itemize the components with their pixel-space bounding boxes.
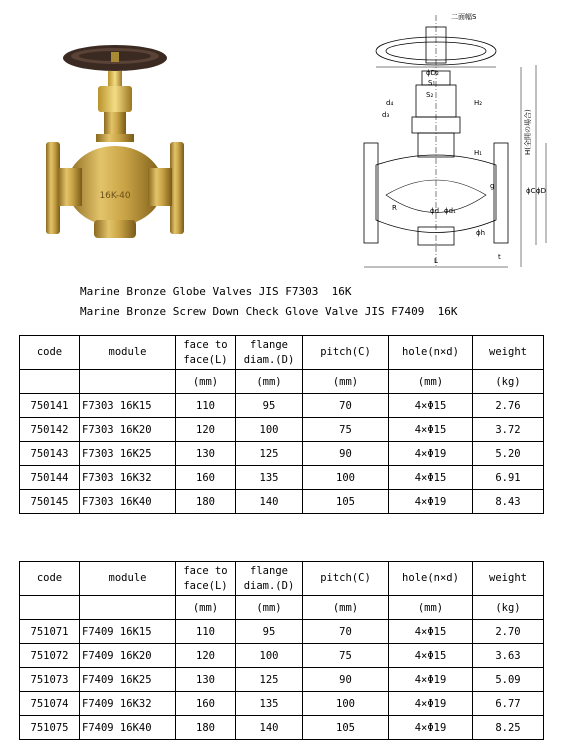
label-dd: ϕd [430,207,440,215]
label-s1: S₁ [428,79,436,87]
label-d2: ϕD₂ [426,69,439,77]
label-t: t [498,253,501,261]
cell-face: 160 [176,466,236,490]
cell-face: 110 [176,620,236,644]
cell-module: F7303 16K32 [80,466,176,490]
unit-flange: (mm) [236,370,303,394]
cell-weight: 8.43 [473,490,544,514]
cell-flange: 100 [236,418,303,442]
label-l: L [434,257,438,265]
col-module: module [80,336,176,370]
cell-weight: 3.63 [473,644,544,668]
col-face: face to face(L) [176,562,236,596]
cell-module: F7303 16K25 [80,442,176,466]
label-h-full: H(全開の場合) [524,109,532,155]
cell-hole: 4×Φ15 [389,466,473,490]
cell-face: 160 [176,692,236,716]
cell-flange: 125 [236,442,303,466]
cell-pitch: 70 [303,620,389,644]
cell-weight: 5.20 [473,442,544,466]
cell-weight: 2.70 [473,620,544,644]
cell-module: F7409 16K40 [80,716,176,740]
cell-flange: 125 [236,668,303,692]
cell-code: 750141 [20,394,80,418]
cell-hole: 4×Φ19 [389,716,473,740]
unit-weight: (kg) [473,596,544,620]
cell-pitch: 105 [303,716,389,740]
cell-pitch: 90 [303,442,389,466]
cell-face: 180 [176,716,236,740]
valve-drawing [356,5,556,273]
unit-flange: (mm) [236,596,303,620]
cell-module: F7409 16K15 [80,620,176,644]
col-hole: hole(n×d) [389,562,473,596]
label-d4: d₄ [386,99,394,107]
cell-pitch: 100 [303,466,389,490]
table-row [20,644,544,668]
cell-weight: 5.09 [473,668,544,692]
unit-hole: (mm) [389,596,473,620]
label-h2: H₂ [474,99,483,107]
cell-flange: 135 [236,466,303,490]
cell-hole: 4×Φ19 [389,490,473,514]
unit-pitch: (mm) [303,596,389,620]
cell-module: F7409 16K25 [80,668,176,692]
cell-flange: 140 [236,490,303,514]
cell-weight: 8.25 [473,716,544,740]
table-row [20,394,544,418]
cell-flange: 135 [236,692,303,716]
col-flange: flange diam.(D) [236,336,303,370]
cell-weight: 2.76 [473,394,544,418]
spec-table-globe [19,335,544,514]
label-g: g [490,182,495,190]
cell-pitch: 70 [303,394,389,418]
col-weight: weight [473,562,544,596]
table-row [20,466,544,490]
label-h1: H₁ [474,149,483,157]
cell-flange: 95 [236,394,303,418]
cell-pitch: 105 [303,490,389,514]
cell-hole: 4×Φ19 [389,692,473,716]
unit-face: (mm) [176,596,236,620]
table-row [20,668,544,692]
cell-weight: 6.77 [473,692,544,716]
table-row [20,620,544,644]
cell-code: 751072 [20,644,80,668]
label-h: ϕh [476,229,486,237]
cell-hole: 4×Φ15 [389,394,473,418]
cell-face: 130 [176,668,236,692]
table-row [20,716,544,740]
cell-flange: 95 [236,620,303,644]
cell-face: 120 [176,644,236,668]
label-r: R [392,204,397,212]
col-pitch: pitch(C) [303,336,389,370]
cell-module: F7409 16K32 [80,692,176,716]
cell-weight: 3.72 [473,418,544,442]
cell-hole: 4×Φ19 [389,668,473,692]
cell-code: 751075 [20,716,80,740]
title-globe: Marine Bronze Globe Valves JIS F7303 16K [80,285,352,298]
cell-flange: 100 [236,644,303,668]
cell-face: 120 [176,418,236,442]
table-row [20,692,544,716]
valve-photo [40,38,190,250]
title-block [80,282,458,322]
cell-weight: 6.91 [473,466,544,490]
cell-hole: 4×Φ15 [389,644,473,668]
col-code: code [20,336,80,370]
label-c: ϕC [526,187,536,195]
cell-face: 180 [176,490,236,514]
cell-pitch: 75 [303,644,389,668]
unit-weight: (kg) [473,370,544,394]
table-row [20,418,544,442]
cell-pitch: 75 [303,418,389,442]
cell-code: 750143 [20,442,80,466]
cell-hole: 4×Φ15 [389,620,473,644]
cell-code: 750144 [20,466,80,490]
label-d: ϕD [536,187,547,195]
cell-face: 110 [176,394,236,418]
cell-module: F7303 16K40 [80,490,176,514]
table-row [20,490,544,514]
title-check: Marine Bronze Screw Down Check Glove Valve JIS F7409 16K [80,305,458,318]
cell-code: 750145 [20,490,80,514]
label-d1: ϕd₁ [444,207,456,215]
col-flange: flange diam.(D) [236,562,303,596]
cell-face: 130 [176,442,236,466]
casting-mark: 16K-40 [99,191,131,201]
cell-module: F7303 16K20 [80,418,176,442]
cell-pitch: 90 [303,668,389,692]
unit-hole: (mm) [389,370,473,394]
cell-code: 750142 [20,418,80,442]
unit-face: (mm) [176,370,236,394]
spec-table-check [19,561,544,740]
label-s2: S₂ [426,91,434,99]
cell-code: 751074 [20,692,80,716]
col-hole: hole(n×d) [389,336,473,370]
cell-code: 751071 [20,620,80,644]
label-d3: d₃ [382,111,390,119]
cell-module: F7409 16K20 [80,644,176,668]
table-row [20,442,544,466]
col-code: code [20,562,80,596]
col-weight: weight [473,336,544,370]
unit-pitch: (mm) [303,370,389,394]
cell-hole: 4×Φ15 [389,418,473,442]
col-module: module [80,562,176,596]
cell-flange: 140 [236,716,303,740]
cell-module: F7303 16K15 [80,394,176,418]
col-pitch: pitch(C) [303,562,389,596]
cell-pitch: 100 [303,692,389,716]
col-face: face to face(L) [176,336,236,370]
label-top-note: 二面幅S [451,13,477,21]
cell-hole: 4×Φ19 [389,442,473,466]
cell-code: 751073 [20,668,80,692]
